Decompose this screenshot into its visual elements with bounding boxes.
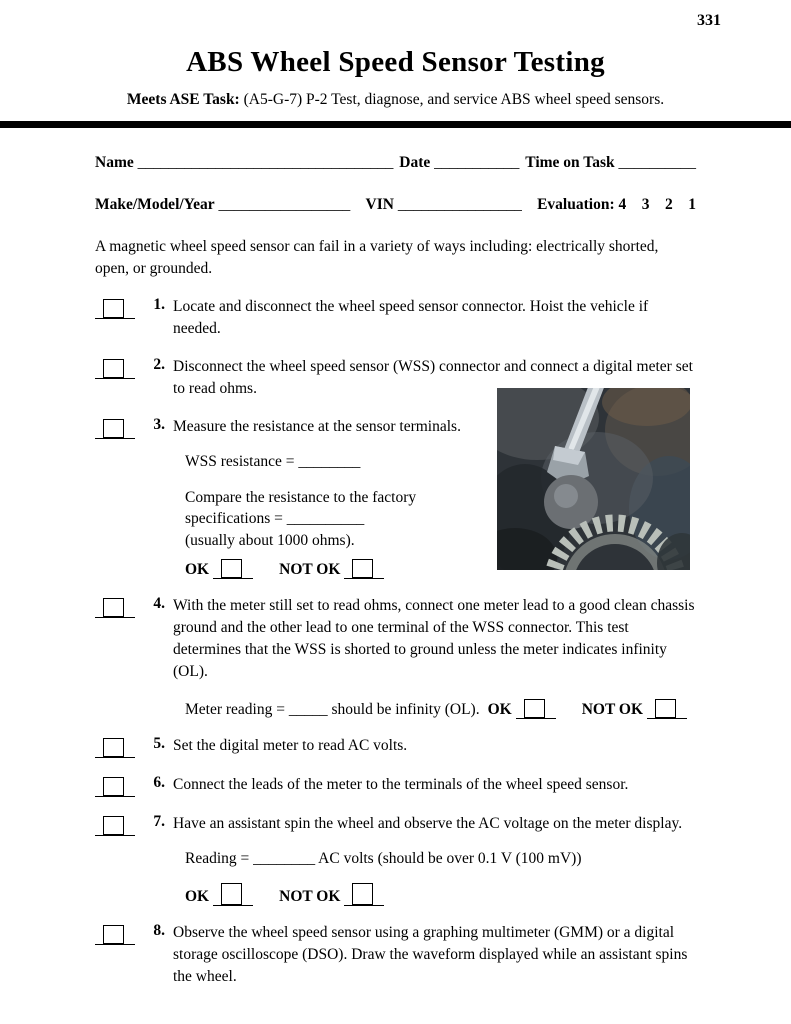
step-number: 6.	[153, 774, 165, 792]
step-number: 4.	[153, 595, 165, 613]
step-number: 1.	[153, 296, 165, 313]
time-on-task-blank: __________	[618, 154, 696, 171]
time-on-task-field-group	[525, 154, 696, 172]
step-text: Set the digital meter to read AC volts.	[173, 737, 408, 755]
date-blank: ___________	[434, 154, 520, 171]
step-6-checkbox[interactable]	[95, 775, 135, 797]
step-text: With the meter still set to read ohms, connect one meter lead to a good clean chassis ground and the other lead to one terminal of the WSS connector. This test determines that the WSS is shorted to ground unless the meter indicates infinity (OL).	[173, 597, 695, 681]
ok-checkbox[interactable]	[516, 697, 556, 719]
ase-task-line	[0, 91, 791, 109]
date-field-group	[399, 154, 519, 172]
step-text: Measure the resistance at the sensor terminals.	[173, 418, 461, 435]
not-ok-checkbox[interactable]	[647, 697, 687, 719]
checkbox-square[interactable]	[103, 359, 124, 378]
step-1-checkbox[interactable]	[95, 297, 135, 319]
not-ok-checkbox[interactable]	[344, 557, 384, 579]
checkbox-square[interactable]	[655, 699, 676, 718]
step-text: Have an assistant spin the wheel and observe the AC voltage on the meter display.	[173, 815, 683, 833]
time-on-task-label: Time on Task	[525, 154, 615, 171]
vin-label: VIN	[365, 196, 394, 213]
checkbox-square[interactable]	[103, 598, 124, 617]
ase-task-text: (A5-G-7) P-2 Test, diagnose, and service ABS wheel speed sensors.	[243, 91, 665, 108]
not-ok-label: NOT OK	[279, 888, 341, 906]
compare-line-3: (usually about 1000 ohms).	[185, 531, 355, 549]
meter-reading-line: Meter reading = _____ should be infinity (OL).	[185, 701, 480, 719]
wheel-speed-sensor-photo	[497, 388, 690, 570]
checkbox-square[interactable]	[221, 559, 242, 578]
ac-volts-reading-line: Reading = ________ AC volts (should be over 0.1 V (100 mV))	[185, 850, 582, 868]
intro-paragraph: A magnetic wheel speed sensor can fail in a variety of ways including: electrically shorted, open, or grounded.	[95, 238, 659, 277]
step-item-6	[95, 774, 696, 797]
name-label: Name	[95, 154, 134, 171]
vin-field-group	[366, 196, 522, 214]
make-model-year-field-group	[95, 196, 350, 214]
checkbox-square[interactable]	[352, 883, 373, 905]
make-model-year-label: Make/Model/Year	[95, 196, 215, 213]
name-blank: _________________________________	[137, 154, 394, 171]
checkbox-square[interactable]	[352, 559, 373, 578]
step-7-checkbox[interactable]	[95, 814, 135, 836]
step-text: Disconnect the wheel speed sensor (WSS) connector and connect a digital meter set to read ohms.	[173, 358, 693, 397]
divider-bar	[0, 121, 791, 128]
not-ok-label: NOT OK	[279, 561, 341, 579]
evaluation-scale: 4 3 2 1	[618, 196, 696, 213]
make-model-year-blank: _________________	[218, 196, 351, 213]
evaluation-field-group	[537, 196, 696, 214]
step-number: 8.	[153, 922, 165, 940]
ok-checkbox[interactable]	[213, 557, 253, 579]
date-label: Date	[399, 154, 431, 171]
checkbox-square[interactable]	[103, 925, 124, 944]
step-3-checkbox[interactable]	[95, 417, 135, 439]
page-number: 331	[697, 12, 721, 29]
step-item-5	[95, 735, 696, 758]
ok-label: OK	[185, 561, 210, 579]
step-number: 2.	[153, 356, 165, 373]
step-number: 3.	[153, 416, 165, 433]
compare-resistance-block	[185, 487, 485, 551]
ok-label: OK	[487, 701, 512, 719]
ase-task-label: Meets ASE Task:	[126, 91, 240, 108]
checkbox-square[interactable]	[221, 883, 242, 905]
page-title: ABS Wheel Speed Sensor Testing	[186, 46, 605, 78]
step-2-checkbox[interactable]	[95, 357, 135, 379]
ok-checkbox[interactable]	[213, 880, 253, 906]
checkbox-square[interactable]	[103, 299, 124, 318]
sensor-photo-illustration	[497, 388, 690, 570]
not-ok-label: NOT OK	[581, 701, 643, 719]
step-8-checkbox[interactable]	[95, 923, 135, 945]
checkbox-square[interactable]	[103, 816, 124, 835]
evaluation-label: Evaluation:	[537, 196, 615, 213]
step-item-7	[95, 813, 696, 836]
step-item-1	[95, 296, 696, 340]
checkbox-square[interactable]	[524, 699, 545, 718]
checkbox-square[interactable]	[103, 738, 124, 757]
step-text: Observe the wheel speed sensor using a graphing multimeter (GMM) or a digital storage oscilloscope (DSO). Draw the waveform displayed while an assistant spins the wheel.	[173, 924, 688, 986]
step-4-checkbox[interactable]	[95, 596, 135, 618]
name-field-group	[95, 154, 393, 172]
compare-line-1: Compare the resistance to the factory	[185, 489, 417, 506]
form-row-identity	[95, 154, 696, 172]
step-5-checkbox[interactable]	[95, 736, 135, 758]
not-ok-checkbox[interactable]	[344, 880, 384, 906]
compare-line-2: specifications = __________	[185, 510, 365, 528]
step-number: 5.	[153, 735, 165, 753]
checkbox-square[interactable]	[103, 419, 124, 438]
step-item-4	[95, 595, 696, 683]
step-number: 7.	[153, 813, 165, 831]
step-7-ok-row	[185, 880, 696, 906]
form-row-vehicle	[95, 196, 696, 214]
step-text: Connect the leads of the meter to the terminals of the wheel speed sensor.	[173, 776, 629, 794]
vin-blank: ________________	[397, 196, 522, 213]
ok-label: OK	[185, 888, 210, 906]
step-item-8	[95, 922, 696, 988]
meter-reading-row	[185, 697, 696, 719]
wss-resistance-line: WSS resistance = ________	[185, 453, 361, 470]
checkbox-square[interactable]	[103, 777, 124, 796]
step-text: Locate and disconnect the wheel speed sensor connector. Hoist the vehicle if needed.	[173, 298, 649, 337]
